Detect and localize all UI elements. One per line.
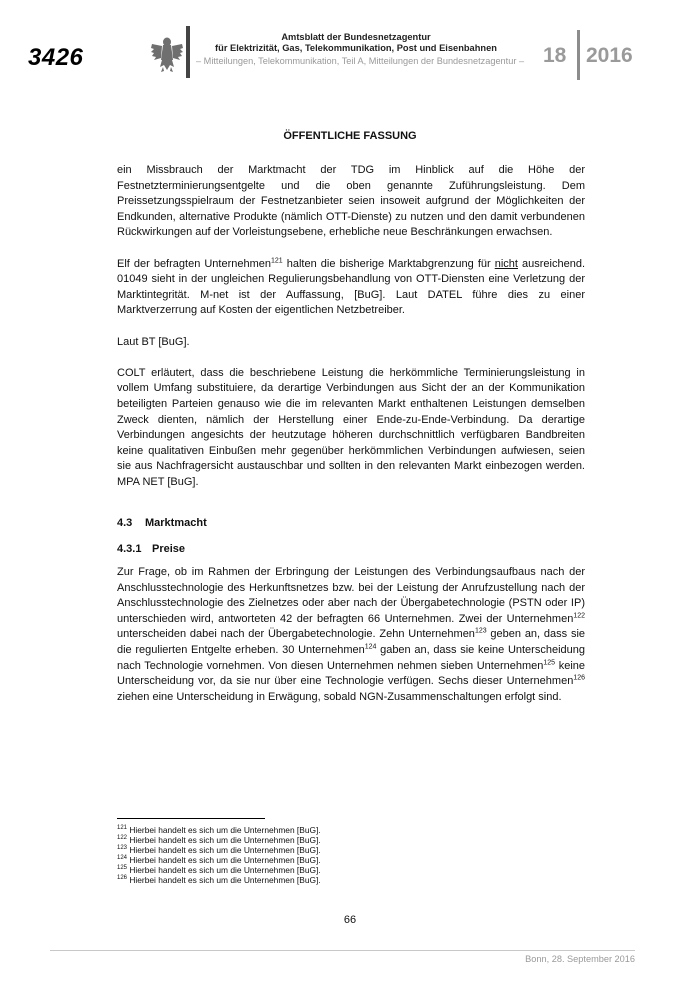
footnote (117, 825, 321, 835)
footnote (117, 875, 321, 885)
gazette-title-line1: Amtsblatt der Bundesnetzagentur (281, 32, 431, 42)
text-run: Zur Frage, ob im Rahmen der Erbringung der Leistungen des Verbindungsaufbaus nach der Anschlusstechnologie des Herkunftsnetzes bzw. bei der Leistung der Anrufzustellung nach der Anschlusstechnologie des Zielnetzes oder aber nach der Übergabetechnologie (PSTN oder IP) unterschieden wird, antworteten 42 der befragten 66 Unternehmen. Zwei der Unternehmen (117, 566, 585, 625)
section-number: 4.3 (117, 517, 133, 529)
subsection-number: 4.3.1 (117, 543, 142, 555)
footnote-ref: 125 (543, 658, 556, 666)
section-title: Marktmacht (145, 517, 207, 529)
footnote-ref: 123 (474, 627, 487, 635)
footnote-number: 122 (117, 835, 128, 842)
footnote-number: 123 (117, 845, 128, 852)
section-heading (117, 517, 207, 529)
text-run: Elf der befragten Unternehmen (117, 257, 272, 270)
footnote-number: 125 (117, 865, 128, 872)
header-divider (186, 26, 190, 78)
body-text-block (117, 163, 585, 490)
public-version-label: ÖFFENTLICHE FASSUNG (283, 130, 417, 142)
text-run: ausreichend. 01049 sieht in der ungleichen Regulierungsbehandlung von OTT-Diensten eine Verletzung der Marktintegrität. M-net ist der Auffassung, [BuG]. Laut DATEL führe dies zu einer Marktverzerrung auf Kosten der eigentlichen Netzbetreiber. (117, 257, 586, 317)
text-run: ziehen eine Unterscheidung in Erwägung, sobald NGN-Zusammenschaltungen erfolgt sind. (117, 690, 562, 703)
footnote (117, 865, 321, 875)
footnote (117, 845, 321, 855)
footer-divider (50, 950, 635, 951)
footer-date: Bonn, 28. September 2016 (525, 954, 635, 964)
footnote-number: 121 (117, 825, 128, 832)
footnote-text: Hierbei handelt es sich um die Unternehmen [BuG]. (129, 865, 321, 875)
page-number: 3426 (28, 44, 84, 71)
footnote-number: 124 (117, 855, 128, 862)
federal-eagle-icon (150, 34, 184, 74)
gazette-subtitle: – Mitteilungen, Telekommunikation, Teil A, Mitteilungen der Bundesnetzagentur – (196, 56, 525, 66)
underlined-text: nicht (494, 257, 518, 270)
footnote-text: Hierbei handelt es sich um die Unternehmen [BuG]. (129, 825, 321, 835)
text-run: unterscheiden dabei nach der Übergabetechnologie. Zehn Unternehmen (117, 628, 475, 641)
text-run: gaben an, dass sie keine Unterscheidung nach Technologie vornehmen. Von diesen Unternehmen nehmen sieben Unternehmen (117, 643, 585, 672)
footnote-text: Hierbei handelt es sich um die Unternehmen [BuG]. (129, 855, 321, 865)
paragraph: COLT erläutert, dass die beschriebene Leistung die herkömmliche Terminierungsleistung in vollem Umfang substituiere, da derartige Verbindungen aus Sicht der an der Kommunikation beteiligten Parteien genauso wie die im relevanten Markt enthaltenen Leistungen demselben Zweck dienten, nämlich der Herstellung einer Ende-zu-Ende-Verbindung. Da derartige Verbindungen angesichts der heutzutage höheren durchschnittlich verfügbaren Bandbreiten keine qualitativen Einbußen mehr gegenüber herkömmlichen Verbindungen aufwiesen, seien sie aus Nachfragersicht austauschbar und sollten in den relevanten Markt einbezogen werden. MPA NET [BuG]. (117, 366, 585, 488)
footnote-ref: 124 (364, 643, 377, 651)
paragraph: ein Missbrauch der Marktmacht der TDG im Hinblick auf die Höhe der Festnetzterminierungsentgelte und die oben genannte Zuführungsleistung. Dem Preissetzungsspielraum der Festnetzanbieter seien insoweit aufgrund der Möglichkeiten der Endkunden, alternative Produkte (nämlich OTT-Dienste) zu nutzen und den damit verbundenen Rückwirkungen auf der Vorleistungsebene, erhebliche neue Beschränkungen erwachsen. (117, 164, 585, 239)
footnote-list (117, 825, 321, 885)
text-run: geben an, dass sie die regulierten Entgelte erheben. 30 Unternehmen (117, 628, 586, 656)
body-text-block (117, 565, 585, 705)
footnote-ref: 121 (271, 256, 283, 264)
footnote-number: 126 (117, 875, 128, 882)
paragraph: Laut BT [BuG]. (117, 335, 190, 348)
gazette-title (196, 32, 516, 54)
footnote-ref: 122 (573, 612, 585, 620)
paragraph (117, 257, 585, 319)
footnote (117, 835, 321, 845)
text-run: keine Unterscheidung vor, da sie nur über eine Technologie verfügen. Sechs dieser Unternehmen (117, 659, 585, 688)
footnote-ref: 126 (573, 674, 585, 682)
paragraph (117, 565, 585, 705)
issue-year: 2016 (586, 44, 633, 67)
issue-divider (577, 30, 580, 80)
subsection-heading (117, 543, 185, 555)
issue-number: 18 (543, 44, 567, 67)
text-run: halten die bisherige Marktabgrenzung für (282, 257, 495, 270)
footnote-text: Hierbei handelt es sich um die Unternehmen [BuG]. (129, 835, 321, 845)
footnote-text: Hierbei handelt es sich um die Unternehmen [BuG]. (129, 875, 321, 885)
footnote-separator (117, 818, 265, 819)
gazette-title-line2: für Elektrizität, Gas, Telekommunikation, Post und Eisenbahnen (215, 43, 497, 53)
subsection-title: Preise (152, 543, 186, 555)
footnote (117, 855, 321, 865)
footnote-text: Hierbei handelt es sich um die Unternehmen [BuG]. (129, 845, 321, 855)
document-page-label: 66 (343, 914, 357, 926)
